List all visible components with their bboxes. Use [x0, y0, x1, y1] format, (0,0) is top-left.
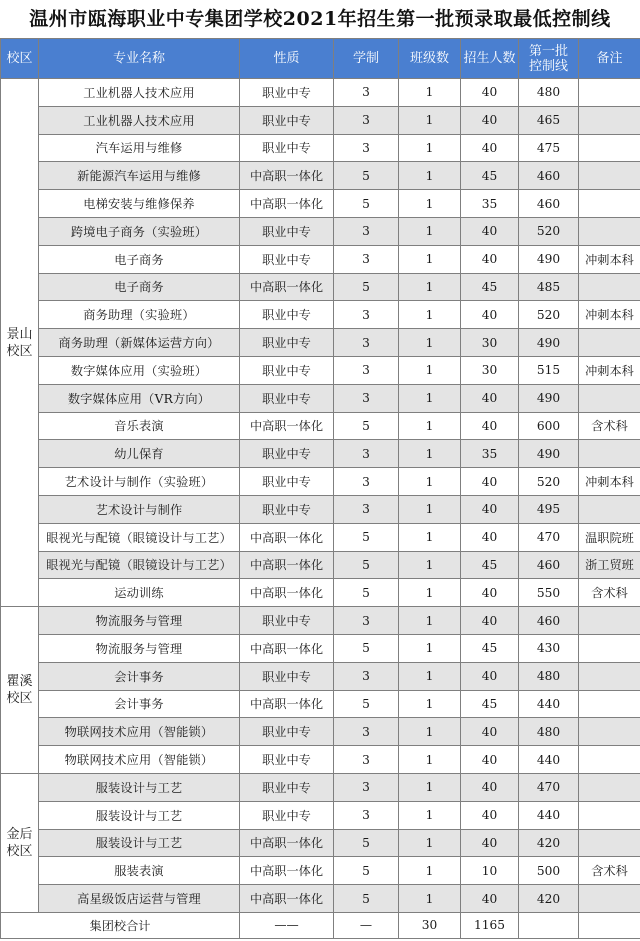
- cell-major: 服装设计与工艺: [39, 773, 240, 801]
- cell-major: 服装设计与工艺: [39, 829, 240, 857]
- admission-table: [0, 38, 640, 939]
- cell-system: 3: [334, 245, 399, 273]
- cell-nature: 中高职一体化: [240, 690, 334, 718]
- cell-control-line: 440: [519, 746, 579, 774]
- cell-system: 3: [334, 134, 399, 162]
- total-row: [1, 912, 640, 938]
- table-row: [1, 384, 640, 412]
- cell-control-line: 520: [519, 217, 579, 245]
- cell-system: 5: [334, 690, 399, 718]
- cell-students: 30: [461, 356, 519, 384]
- table-row: [1, 579, 640, 607]
- cell-nature: 中高职一体化: [240, 412, 334, 440]
- cell-system: 3: [334, 607, 399, 635]
- cell-nature: 职业中专: [240, 217, 334, 245]
- header-major: 专业名称: [39, 39, 240, 79]
- cell-nature: 职业中专: [240, 773, 334, 801]
- cell-classes: 1: [399, 106, 461, 134]
- cell-major: 新能源汽车运用与维修: [39, 162, 240, 190]
- cell-classes: 1: [399, 301, 461, 329]
- cell-note: [579, 273, 640, 301]
- cell-system: 5: [334, 412, 399, 440]
- cell-nature: 职业中专: [240, 245, 334, 273]
- cell-note: 浙工贸班: [579, 551, 640, 579]
- cell-major: 服装设计与工艺: [39, 801, 240, 829]
- table-row: [1, 329, 640, 357]
- cell-classes: 1: [399, 162, 461, 190]
- table-body: [1, 79, 640, 939]
- cell-nature: 中高职一体化: [240, 162, 334, 190]
- cell-system: 5: [334, 273, 399, 301]
- campus-name-line: 景山: [6, 326, 33, 342]
- cell-major: 电子商务: [39, 273, 240, 301]
- cell-students: 45: [461, 690, 519, 718]
- cell-control-line: 495: [519, 495, 579, 523]
- table-row: [1, 134, 640, 162]
- cell-classes: 1: [399, 857, 461, 885]
- table-row: [1, 301, 640, 329]
- cell-control-line: 465: [519, 106, 579, 134]
- cell-nature: 职业中专: [240, 79, 334, 107]
- cell-control-line: 470: [519, 523, 579, 551]
- table-row: [1, 440, 640, 468]
- cell-major: 物流服务与管理: [39, 607, 240, 635]
- total-students: 1165: [461, 912, 519, 938]
- table-row: [1, 106, 640, 134]
- table-row: [1, 412, 640, 440]
- cell-control-line: 480: [519, 79, 579, 107]
- cell-system: 3: [334, 384, 399, 412]
- cell-control-line: 460: [519, 162, 579, 190]
- cell-students: 40: [461, 134, 519, 162]
- cell-system: 3: [334, 106, 399, 134]
- cell-note: [579, 746, 640, 774]
- cell-control-line: 440: [519, 801, 579, 829]
- cell-major: 数字媒体应用（实验班）: [39, 356, 240, 384]
- cell-note: [579, 134, 640, 162]
- cell-note: [579, 801, 640, 829]
- cell-note: 冲刺本科: [579, 356, 640, 384]
- cell-note: 冲刺本科: [579, 245, 640, 273]
- table-row: [1, 746, 640, 774]
- cell-students: 40: [461, 384, 519, 412]
- cell-students: 40: [461, 579, 519, 607]
- cell-students: 10: [461, 857, 519, 885]
- table-row: [1, 885, 640, 913]
- cell-major: 物联网技术应用（智能锁）: [39, 718, 240, 746]
- campus-cell: [1, 607, 39, 774]
- cell-nature: 职业中专: [240, 607, 334, 635]
- cell-system: 5: [334, 829, 399, 857]
- cell-nature: 职业中专: [240, 468, 334, 496]
- cell-system: 5: [334, 523, 399, 551]
- cell-system: 5: [334, 579, 399, 607]
- table-row: [1, 162, 640, 190]
- cell-control-line: 480: [519, 718, 579, 746]
- cell-students: 45: [461, 634, 519, 662]
- cell-system: 3: [334, 79, 399, 107]
- table-row: [1, 190, 640, 218]
- cell-major: 跨境电子商务（实验班）: [39, 217, 240, 245]
- cell-note: 含术科: [579, 857, 640, 885]
- total-nature: ——: [240, 912, 334, 938]
- cell-system: 3: [334, 718, 399, 746]
- cell-system: 5: [334, 551, 399, 579]
- cell-control-line: 470: [519, 773, 579, 801]
- header-system: 学制: [334, 39, 399, 79]
- cell-nature: 职业中专: [240, 801, 334, 829]
- cell-major: 物联网技术应用（智能锁）: [39, 746, 240, 774]
- cell-classes: 1: [399, 607, 461, 635]
- cell-classes: 1: [399, 634, 461, 662]
- cell-students: 40: [461, 662, 519, 690]
- cell-control-line: 490: [519, 245, 579, 273]
- table-row: [1, 607, 640, 635]
- cell-note: 含术科: [579, 579, 640, 607]
- cell-note: [579, 495, 640, 523]
- total-system: —: [334, 912, 399, 938]
- table-row: [1, 857, 640, 885]
- cell-students: 40: [461, 746, 519, 774]
- cell-system: 3: [334, 495, 399, 523]
- cell-system: 5: [334, 190, 399, 218]
- cell-students: 40: [461, 468, 519, 496]
- cell-nature: 职业中专: [240, 746, 334, 774]
- cell-classes: 1: [399, 468, 461, 496]
- cell-system: 3: [334, 746, 399, 774]
- cell-nature: 职业中专: [240, 662, 334, 690]
- cell-note: [579, 829, 640, 857]
- cell-nature: 职业中专: [240, 134, 334, 162]
- cell-classes: 1: [399, 440, 461, 468]
- cell-students: 40: [461, 79, 519, 107]
- table-row: [1, 718, 640, 746]
- campus-name-line: 校区: [6, 343, 33, 359]
- cell-note: [579, 607, 640, 635]
- cell-note: [579, 162, 640, 190]
- cell-system: 5: [334, 857, 399, 885]
- cell-students: 40: [461, 301, 519, 329]
- cell-students: 35: [461, 440, 519, 468]
- table-row: [1, 273, 640, 301]
- cell-note: [579, 718, 640, 746]
- cell-major: 商务助理（实验班）: [39, 301, 240, 329]
- cell-nature: 中高职一体化: [240, 857, 334, 885]
- cell-nature: 职业中专: [240, 384, 334, 412]
- cell-students: 40: [461, 217, 519, 245]
- cell-classes: 1: [399, 662, 461, 690]
- cell-control-line: 475: [519, 134, 579, 162]
- cell-nature: 中高职一体化: [240, 829, 334, 857]
- cell-system: 3: [334, 217, 399, 245]
- cell-students: 40: [461, 607, 519, 635]
- total-label: 集团校合计: [1, 912, 240, 938]
- cell-major: 数字媒体应用（VR方向）: [39, 384, 240, 412]
- cell-major: 电梯安装与维修保养: [39, 190, 240, 218]
- cell-classes: 1: [399, 134, 461, 162]
- cell-nature: 中高职一体化: [240, 551, 334, 579]
- cell-major: 音乐表演: [39, 412, 240, 440]
- cell-note: [579, 329, 640, 357]
- cell-system: 5: [334, 162, 399, 190]
- cell-control-line: 460: [519, 190, 579, 218]
- cell-nature: 职业中专: [240, 440, 334, 468]
- cell-major: 会计事务: [39, 662, 240, 690]
- cell-control-line: 440: [519, 690, 579, 718]
- cell-nature: 职业中专: [240, 356, 334, 384]
- campus-name-line: 校区: [6, 691, 33, 707]
- cell-classes: 1: [399, 412, 461, 440]
- cell-note: [579, 190, 640, 218]
- table-row: [1, 690, 640, 718]
- cell-note: [579, 217, 640, 245]
- cell-classes: 1: [399, 579, 461, 607]
- cell-major: 运动训练: [39, 579, 240, 607]
- cell-students: 40: [461, 801, 519, 829]
- cell-control-line: 490: [519, 440, 579, 468]
- cell-note: [579, 79, 640, 107]
- cell-classes: 1: [399, 190, 461, 218]
- cell-nature: 中高职一体化: [240, 885, 334, 913]
- cell-students: 35: [461, 190, 519, 218]
- cell-system: 3: [334, 301, 399, 329]
- cell-control-line: 420: [519, 829, 579, 857]
- cell-students: 30: [461, 329, 519, 357]
- cell-control-line: 600: [519, 412, 579, 440]
- cell-classes: 1: [399, 245, 461, 273]
- table-header-row: [1, 39, 640, 79]
- cell-students: 40: [461, 412, 519, 440]
- cell-note: [579, 885, 640, 913]
- table-row: [1, 245, 640, 273]
- cell-nature: 职业中专: [240, 718, 334, 746]
- header-students: 招生人数: [461, 39, 519, 79]
- cell-classes: 1: [399, 690, 461, 718]
- cell-students: 40: [461, 495, 519, 523]
- cell-note: 温职院班: [579, 523, 640, 551]
- header-campus: 校区: [1, 39, 39, 79]
- header-note: 备注: [579, 39, 640, 79]
- cell-major: 汽车运用与维修: [39, 134, 240, 162]
- cell-system: 3: [334, 468, 399, 496]
- cell-students: 40: [461, 718, 519, 746]
- cell-control-line: 485: [519, 273, 579, 301]
- cell-control-line: 490: [519, 329, 579, 357]
- cell-nature: 职业中专: [240, 329, 334, 357]
- cell-system: 3: [334, 356, 399, 384]
- campus-cell: [1, 773, 39, 912]
- cell-major: 电子商务: [39, 245, 240, 273]
- cell-major: 艺术设计与制作: [39, 495, 240, 523]
- cell-major: 高星级饭店运营与管理: [39, 885, 240, 913]
- cell-nature: 中高职一体化: [240, 190, 334, 218]
- cell-note: [579, 690, 640, 718]
- cell-nature: 职业中专: [240, 106, 334, 134]
- total-classes: 30: [399, 912, 461, 938]
- cell-control-line: 520: [519, 301, 579, 329]
- cell-classes: 1: [399, 523, 461, 551]
- table-row: [1, 523, 640, 551]
- table-row: [1, 495, 640, 523]
- cell-system: 5: [334, 634, 399, 662]
- table-row: [1, 79, 640, 107]
- cell-note: [579, 662, 640, 690]
- header-control-line: 第一批控制线: [519, 39, 579, 79]
- table-row: [1, 662, 640, 690]
- table-row: [1, 801, 640, 829]
- cell-major: 眼视光与配镜（眼镜设计与工艺）: [39, 523, 240, 551]
- cell-students: 45: [461, 162, 519, 190]
- cell-system: 5: [334, 885, 399, 913]
- cell-control-line: 500: [519, 857, 579, 885]
- campus-name-line: 瞿溪: [6, 674, 33, 690]
- table-row: [1, 829, 640, 857]
- cell-classes: 1: [399, 356, 461, 384]
- cell-note: [579, 106, 640, 134]
- cell-classes: 1: [399, 217, 461, 245]
- cell-control-line: 420: [519, 885, 579, 913]
- cell-control-line: 550: [519, 579, 579, 607]
- header-nature: 性质: [240, 39, 334, 79]
- cell-classes: 1: [399, 79, 461, 107]
- cell-note: 冲刺本科: [579, 301, 640, 329]
- cell-classes: 1: [399, 718, 461, 746]
- cell-students: 40: [461, 885, 519, 913]
- campus-cell: [1, 79, 39, 607]
- cell-nature: 职业中专: [240, 495, 334, 523]
- cell-system: 3: [334, 329, 399, 357]
- cell-students: 45: [461, 551, 519, 579]
- table-row: [1, 773, 640, 801]
- cell-system: 3: [334, 773, 399, 801]
- cell-classes: 1: [399, 329, 461, 357]
- cell-control-line: 460: [519, 607, 579, 635]
- page-title: 温州市瓯海职业中专集团学校2021年招生第一批预录取最低控制线: [29, 8, 611, 30]
- cell-classes: 1: [399, 801, 461, 829]
- cell-classes: 1: [399, 384, 461, 412]
- cell-nature: 中高职一体化: [240, 634, 334, 662]
- cell-classes: 1: [399, 773, 461, 801]
- cell-system: 3: [334, 801, 399, 829]
- cell-major: 幼儿保育: [39, 440, 240, 468]
- cell-system: 3: [334, 440, 399, 468]
- cell-major: 工业机器人技术应用: [39, 79, 240, 107]
- cell-control-line: 490: [519, 384, 579, 412]
- campus-name-line: 金后: [6, 826, 33, 842]
- cell-classes: 1: [399, 495, 461, 523]
- cell-major: 物流服务与管理: [39, 634, 240, 662]
- cell-major: 艺术设计与制作（实验班）: [39, 468, 240, 496]
- total-line: [519, 912, 579, 938]
- cell-students: 40: [461, 106, 519, 134]
- cell-note: 冲刺本科: [579, 468, 640, 496]
- cell-students: 40: [461, 829, 519, 857]
- table-row: [1, 217, 640, 245]
- cell-major: 服装表演: [39, 857, 240, 885]
- cell-students: 40: [461, 245, 519, 273]
- cell-major: 眼视光与配镜（眼镜设计与工艺）: [39, 551, 240, 579]
- cell-nature: 中高职一体化: [240, 273, 334, 301]
- cell-classes: 1: [399, 551, 461, 579]
- cell-system: 3: [334, 662, 399, 690]
- cell-note: 含术科: [579, 412, 640, 440]
- cell-control-line: 515: [519, 356, 579, 384]
- table-row: [1, 468, 640, 496]
- cell-note: [579, 773, 640, 801]
- cell-classes: 1: [399, 885, 461, 913]
- cell-major: 会计事务: [39, 690, 240, 718]
- cell-classes: 1: [399, 746, 461, 774]
- cell-classes: 1: [399, 829, 461, 857]
- cell-note: [579, 384, 640, 412]
- cell-students: 40: [461, 773, 519, 801]
- cell-control-line: 480: [519, 662, 579, 690]
- cell-nature: 中高职一体化: [240, 579, 334, 607]
- cell-classes: 1: [399, 273, 461, 301]
- header-classes: 班级数: [399, 39, 461, 79]
- cell-students: 45: [461, 273, 519, 301]
- cell-major: 商务助理（新媒体运营方向）: [39, 329, 240, 357]
- campus-name-line: 校区: [6, 843, 33, 859]
- cell-control-line: 520: [519, 468, 579, 496]
- cell-nature: 中高职一体化: [240, 523, 334, 551]
- table-row: [1, 551, 640, 579]
- table-row: [1, 356, 640, 384]
- cell-note: [579, 440, 640, 468]
- cell-note: [579, 634, 640, 662]
- cell-control-line: 460: [519, 551, 579, 579]
- cell-control-line: 430: [519, 634, 579, 662]
- cell-major: 工业机器人技术应用: [39, 106, 240, 134]
- total-note: [579, 912, 640, 938]
- cell-nature: 职业中专: [240, 301, 334, 329]
- table-row: [1, 634, 640, 662]
- cell-students: 40: [461, 523, 519, 551]
